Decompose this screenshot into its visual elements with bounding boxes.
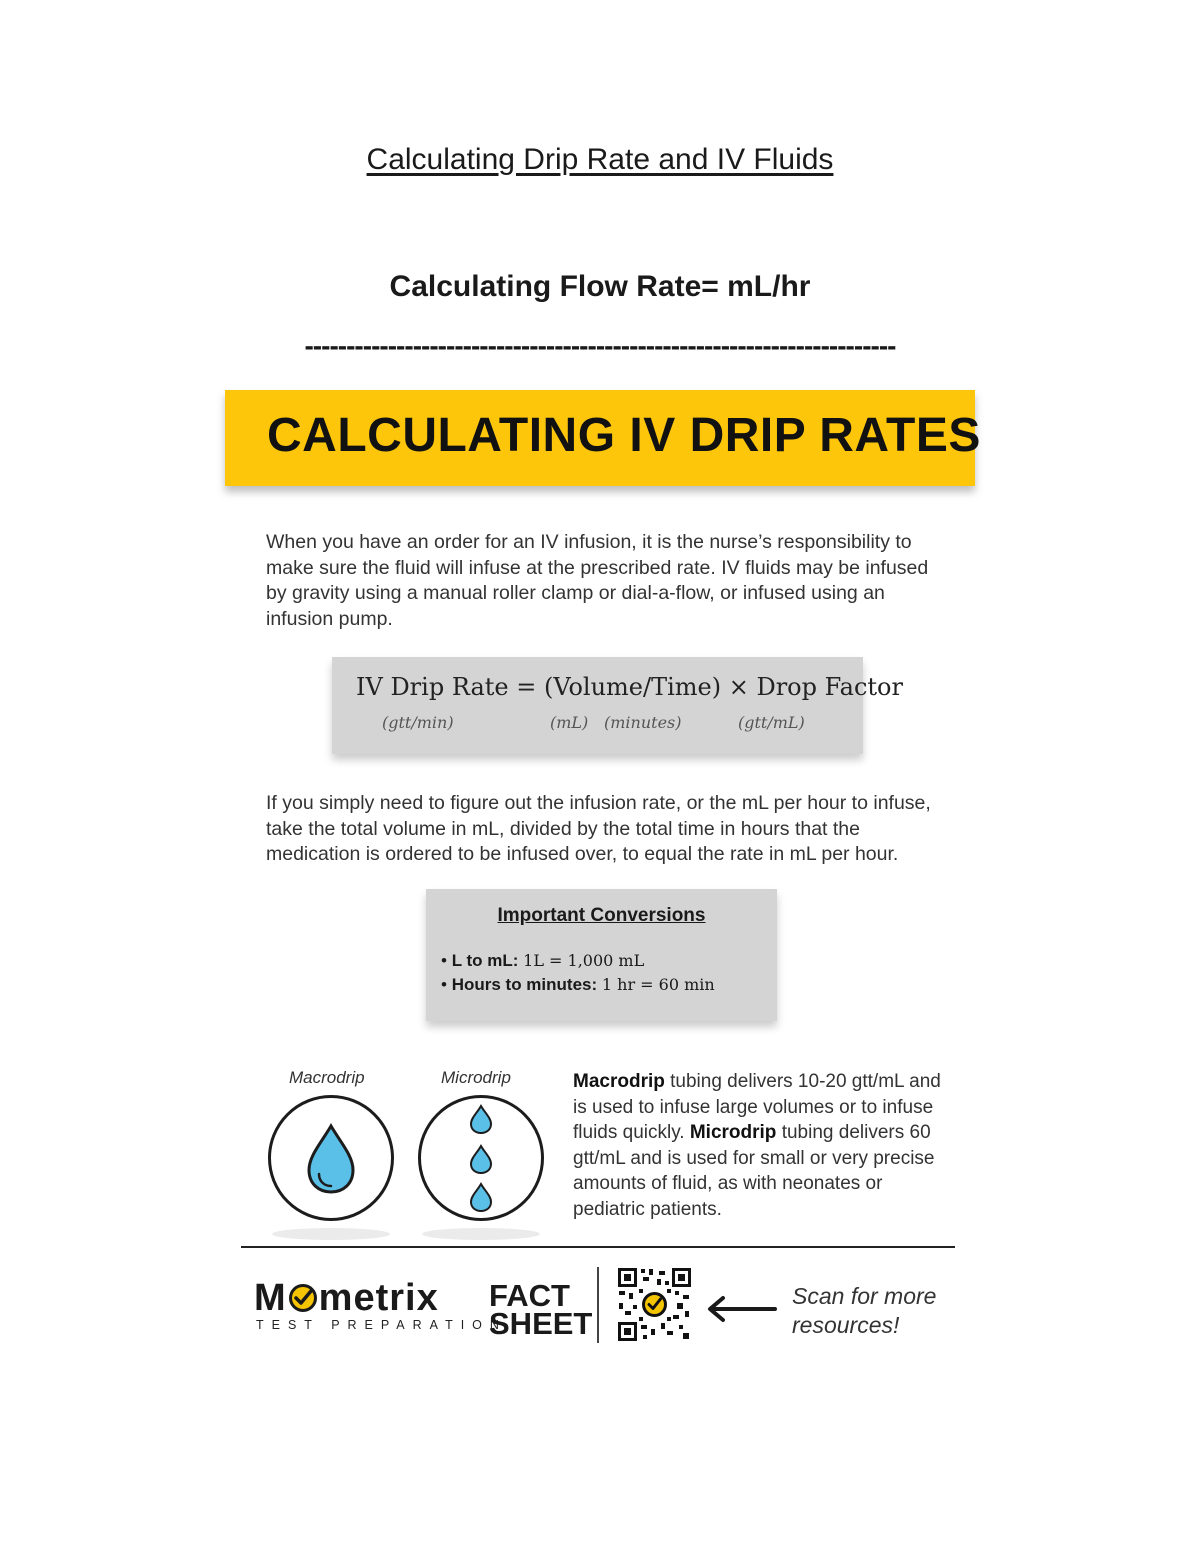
scan-line: resources! [792, 1312, 900, 1338]
formula-equation: IV Drip Rate = (Volume/Time) × Drop Factor [356, 673, 903, 701]
formula-unit-rate: (gtt/min) [382, 713, 454, 732]
conversions-box [426, 889, 777, 1021]
formula-unit-volume: (mL) [550, 713, 589, 732]
sheet-word: SHEET [489, 1306, 593, 1341]
formula-unit-time: (minutes) [604, 713, 682, 732]
formula-unit-factor: (gtt/mL) [738, 713, 805, 732]
logo-suffix: metrix [318, 1277, 439, 1319]
banner-title: CALCULATING IV DRIP RATES [267, 409, 981, 462]
mometrix-logo [254, 1277, 439, 1320]
conversion-value: 1 hr = 60 min [601, 975, 715, 994]
small-drops-icon [421, 1098, 541, 1218]
microdrip-circle [418, 1095, 544, 1221]
logo-tagline: TEST PREPARATION [256, 1318, 507, 1332]
conversion-item: • L to mL: 1L = 1,000 mL [441, 951, 645, 970]
dashed-divider: ----------------------------------------------------------------------- [304, 330, 896, 361]
circle-shadow [272, 1228, 390, 1240]
macrodrip-label: Macrodrip [289, 1068, 365, 1087]
rate-paragraph: If you simply need to figure out the infusion rate, or the mL per hour to infuse, take the total volume in mL, divided by the total time in hours that the medication is ordered to be infused over, to equal the rate in mL per hour. [266, 792, 931, 865]
fact-word: FACT [489, 1278, 570, 1313]
microdrip-text: tubing delivers 60 gtt/mL and is used for small or very precise amounts of fluid, as with neonates or pediatric patients. [573, 1122, 935, 1220]
conversion-item: • Hours to minutes: 1 hr = 60 min [441, 975, 715, 994]
macrodrip-circle [268, 1095, 394, 1221]
arrow-left-icon [707, 1295, 777, 1323]
check-o-icon [288, 1283, 318, 1313]
title-banner [225, 390, 981, 486]
conversions-heading: Important Conversions [497, 905, 706, 926]
microdrip-label: Microdrip [441, 1068, 511, 1087]
circle-shadow [422, 1228, 540, 1240]
drip-paragraph [573, 1069, 953, 1222]
formula-box [332, 657, 903, 754]
footer-rule [241, 1246, 955, 1248]
macrodrip-term: Macrodrip [573, 1071, 665, 1092]
qr-code-icon[interactable] [617, 1267, 692, 1342]
conversion-label: L to mL: [451, 951, 519, 970]
document-subtitle: Calculating Flow Rate= mL/hr [389, 270, 811, 303]
fact-sheet-label [489, 1278, 593, 1341]
logo-prefix: M [254, 1277, 287, 1319]
scan-prompt [792, 1282, 936, 1340]
scan-line: Scan for more [792, 1283, 937, 1309]
footer-divider [597, 1267, 599, 1343]
intro-paragraph: When you have an order for an IV infusion, it is the nurse’s responsibility to make sure the fluid will infuse at the prescribed rate. IV fluids may be infused by gravity using a manual roller clamp or dial-a-flow, or infused using an infusion pump. [266, 531, 929, 630]
large-drop-icon [271, 1098, 391, 1218]
macrodrip-text: tubing delivers 10-20 gtt/mL and is used to infuse large volumes or to infuse fluids quickly. [573, 1071, 941, 1143]
document-title: Calculating Drip Rate and IV Fluids [366, 143, 834, 176]
microdrip-term: Microdrip [689, 1122, 777, 1143]
conversion-label: Hours to minutes: [451, 975, 598, 994]
conversion-value: 1L = 1,000 mL [523, 951, 645, 970]
